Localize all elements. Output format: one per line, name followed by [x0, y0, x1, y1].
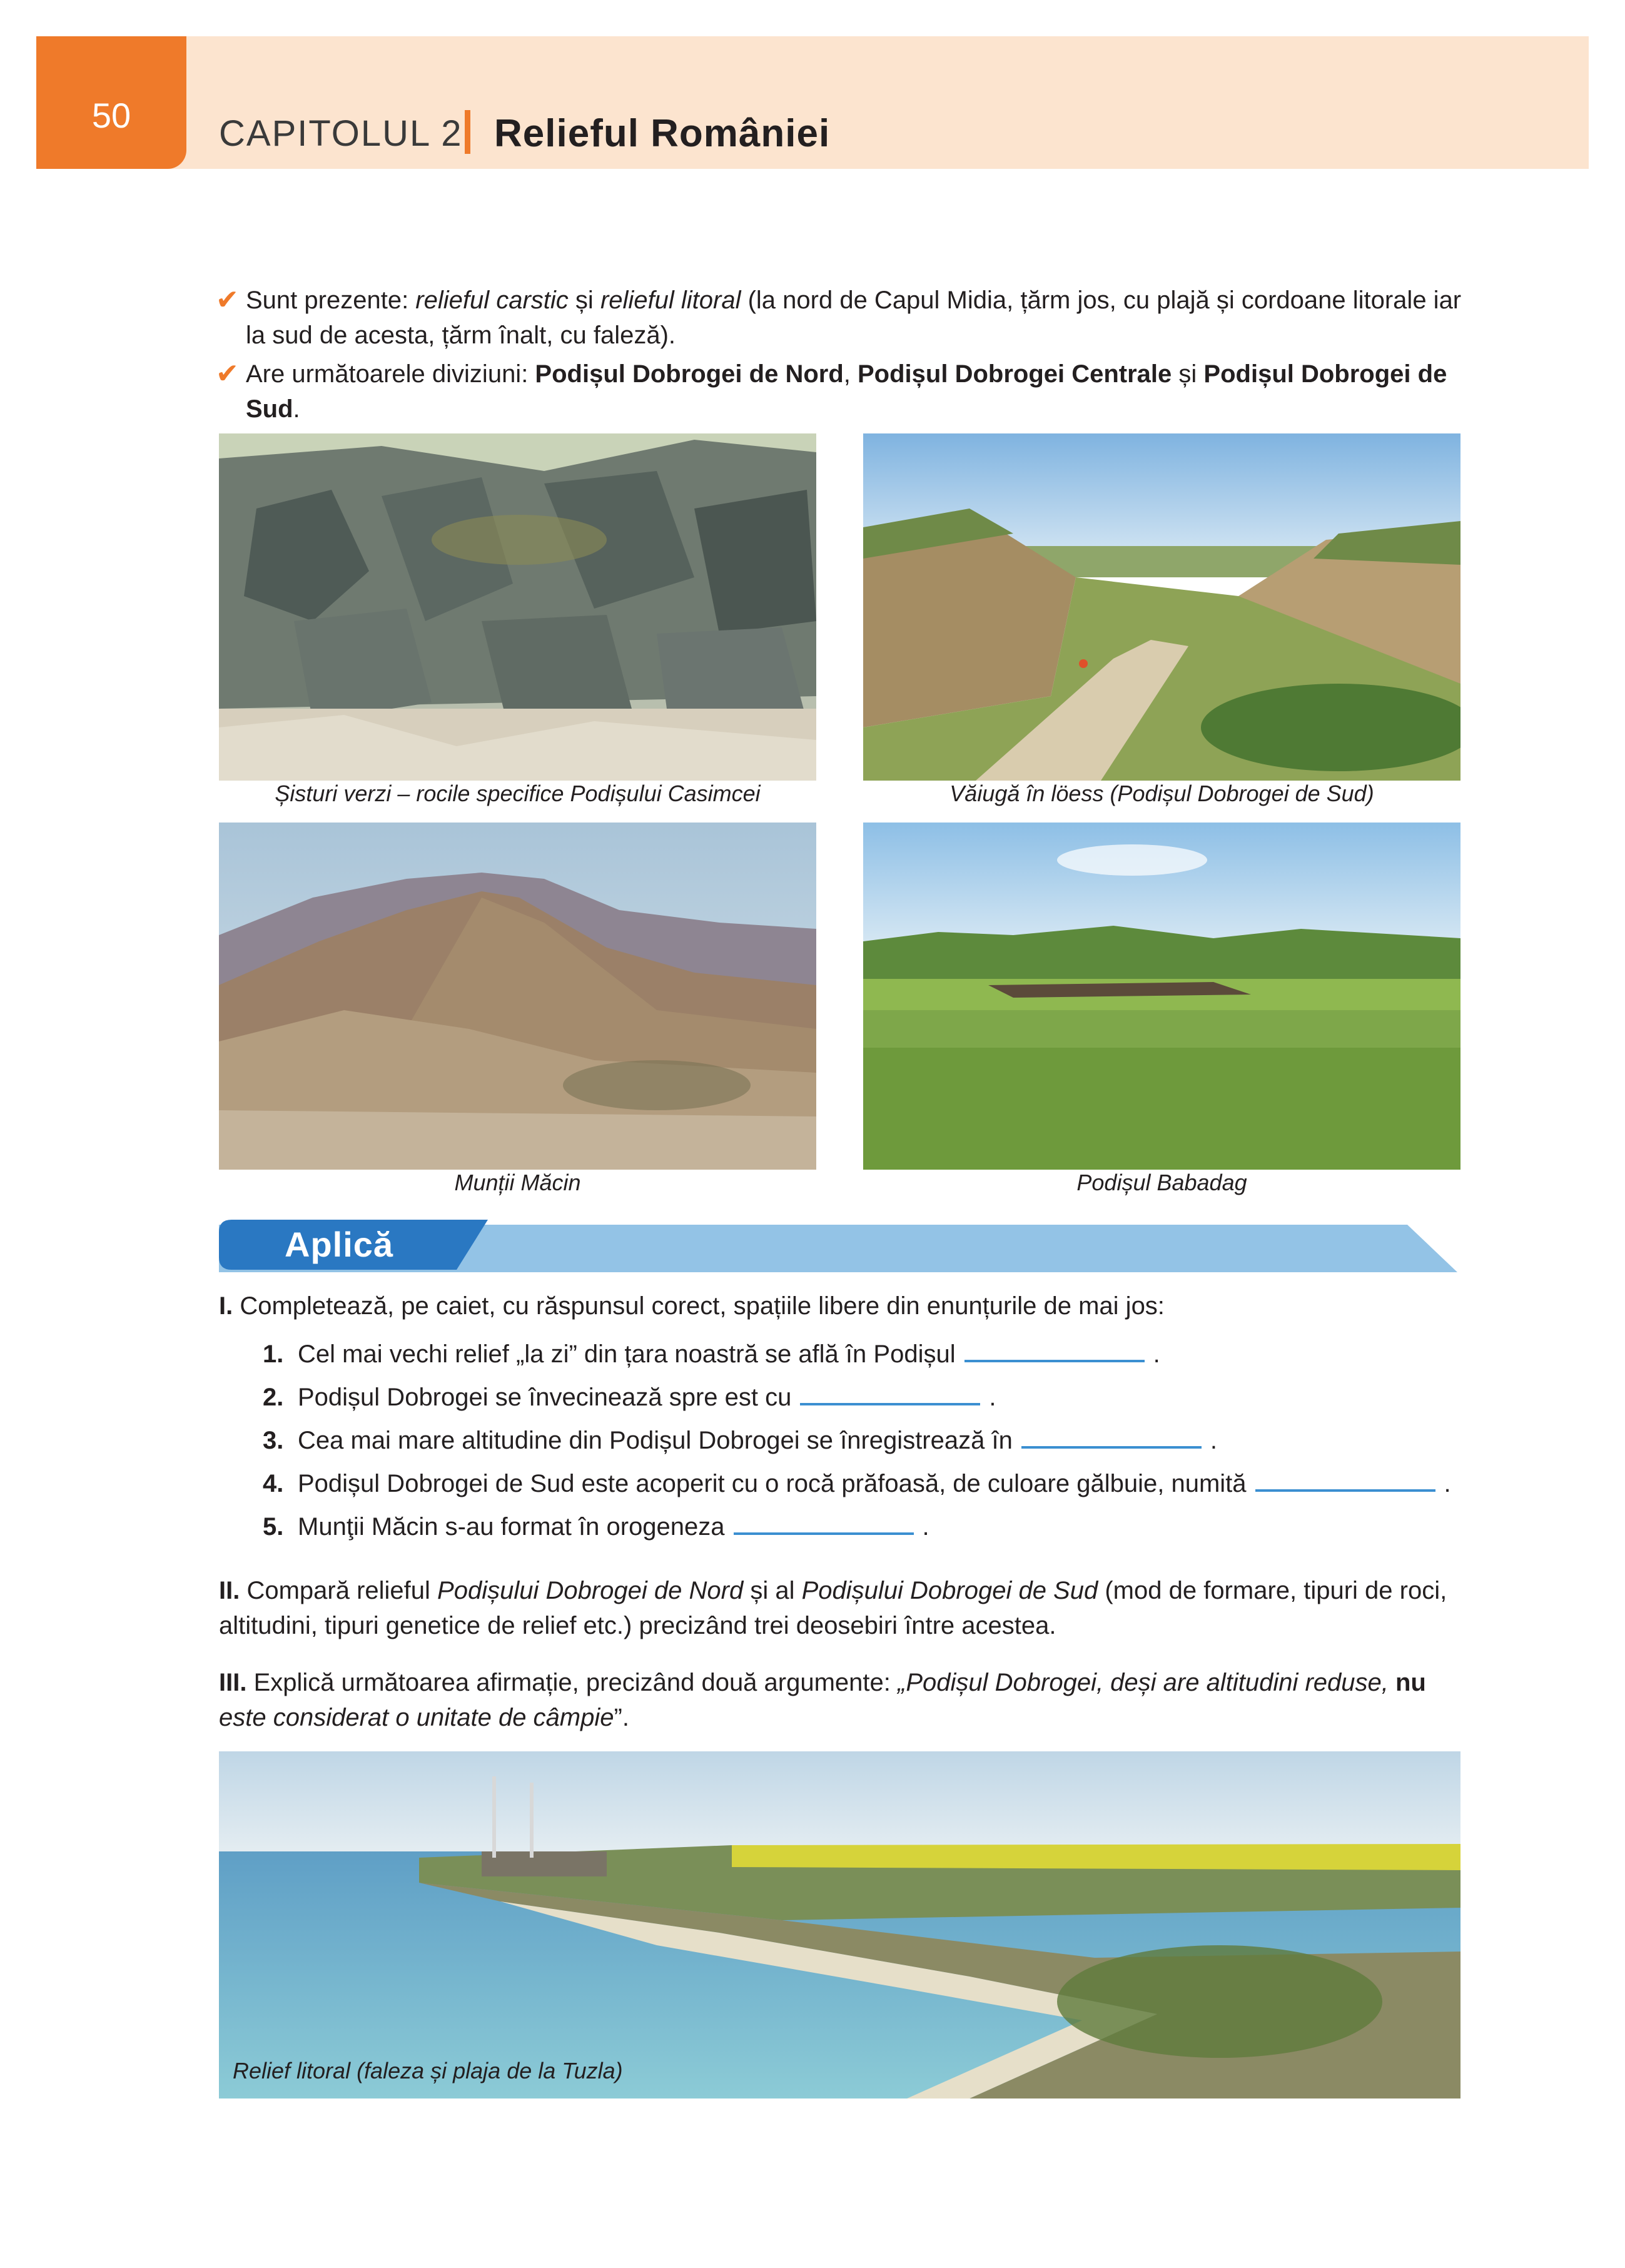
item-end: .: [1210, 1427, 1217, 1454]
item-number: 3.: [263, 1427, 284, 1454]
text-segment: II.: [219, 1577, 240, 1604]
item-number: 5.: [263, 1513, 284, 1541]
exercise-item-2: [263, 1378, 996, 1415]
bullet-text: [246, 357, 1479, 427]
text-segment: ,: [843, 360, 858, 388]
checkmark-icon: ✔: [216, 358, 239, 389]
exercise-item-4: [263, 1464, 1451, 1501]
photo-caption: Relief litoral (faleza și plaja de la Tuzla): [233, 2058, 623, 2083]
page-number-tab: [36, 36, 186, 169]
exercise-number: I.: [219, 1292, 233, 1320]
exercise-text: Completează, pe caiet, cu răspunsul corect, spațiile libere din enunțurile de mai jos:: [233, 1292, 1165, 1320]
text-segment: Compară relieful: [240, 1577, 438, 1604]
text-segment: Podișul Dobrogei Centrale: [858, 360, 1172, 388]
aplica-title: Aplică: [285, 1225, 394, 1264]
photo-macin-mountains: [219, 823, 816, 1170]
item-text: Podișul Dobrogei de Sud este acoperit cu o rocă prăfoasă, de culoare gălbuie, numită: [298, 1470, 1247, 1497]
exercise-item-3: [263, 1421, 1217, 1458]
item-end: .: [989, 1384, 996, 1411]
text-segment: .: [293, 395, 300, 423]
photo-green-schists: [219, 433, 816, 781]
bullet-relief-types: [216, 283, 1479, 353]
item-number: 2.: [263, 1384, 284, 1411]
text-segment: relieful carstic: [415, 286, 569, 314]
text-segment: (mod de formare, tipuri de roci, altitudini, tipuri genetice de relief etc.) precizând trei deosebiri între acestea.: [219, 1577, 1447, 1639]
photo-caption: Podișul Babadag: [1076, 1170, 1247, 1195]
photo-tuzla-coast: [219, 1751, 1460, 2098]
text-segment: Explică următoarea afirmație, precizând două argumente:: [246, 1669, 898, 1696]
text-segment: (la nord de Capul Midia, țărm jos, cu plajă și cordoane litorale iar la sud de acesta, țărm înalt, cu faleză).: [246, 286, 1462, 349]
exercise-III: [219, 1665, 1470, 1735]
text-segment: Podișului Dobrogei de Nord: [437, 1577, 744, 1604]
bullet-text: [246, 283, 1479, 353]
answer-blank[interactable]: [734, 1507, 914, 1535]
chapter-title: Relieful României: [494, 112, 831, 155]
checkmark-icon: ✔: [216, 285, 239, 315]
text-segment: Podișul Dobrogei de Sud: [246, 360, 1447, 423]
answer-blank[interactable]: [964, 1335, 1145, 1362]
answer-blank[interactable]: [800, 1378, 980, 1405]
exercise-II: [219, 1573, 1470, 1643]
item-text: Podișul Dobrogei se învecinează spre est cu: [298, 1384, 792, 1411]
text-segment: relieful litoral: [600, 286, 741, 314]
photo-caption: Văiugă în löess (Podișul Dobrogei de Sud): [949, 781, 1374, 806]
item-text: Cea mai mare altitudine din Podișul Dobrogei se înregistrează în: [298, 1427, 1013, 1454]
photo-loess-valley: [863, 433, 1460, 781]
exercise-I-instruction: [219, 1288, 1470, 1324]
text-segment: nu: [1395, 1669, 1426, 1696]
text-segment: Sunt prezente:: [246, 286, 416, 314]
item-text: Cel mai vechi relief „la zi” din țara noastră se află în Podișul: [298, 1340, 956, 1368]
item-number: 1.: [263, 1340, 284, 1368]
bullet-divisions: [216, 357, 1479, 427]
text-segment: ”.: [614, 1704, 629, 1731]
answer-blank[interactable]: [1255, 1464, 1435, 1492]
text-segment: III.: [219, 1669, 247, 1696]
photo-caption: Munții Măcin: [454, 1170, 581, 1195]
aplica-banner: [219, 1220, 1457, 1272]
item-end: .: [922, 1513, 929, 1541]
text-segment: și al: [743, 1577, 802, 1604]
photo-babadag-plateau: [863, 823, 1460, 1170]
item-number: 4.: [263, 1470, 284, 1497]
item-text: Munţii Măcin s-au format în orogeneza: [298, 1513, 725, 1541]
chapter-separator: [465, 110, 470, 154]
text-segment: Are următoarele diviziuni:: [246, 360, 535, 388]
page-number: 50: [91, 95, 131, 135]
item-end: .: [1153, 1340, 1160, 1368]
exercise-item-1: [263, 1335, 1160, 1372]
chapter-label: CAPITOLUL 2: [219, 113, 463, 154]
photo-caption: Șisturi verzi – rocile specifice Podișului Casimcei: [275, 781, 761, 806]
item-end: .: [1444, 1470, 1451, 1497]
text-segment: Podișul Dobrogei de Nord: [535, 360, 844, 388]
exercise-item-5: [263, 1507, 929, 1544]
text-segment: Podișului Dobrogei de Sud: [801, 1577, 1098, 1604]
answer-blank[interactable]: [1021, 1421, 1202, 1449]
text-segment: și: [568, 286, 600, 314]
text-segment: „Podișul Dobrogei, deși are altitudini reduse,: [898, 1669, 1395, 1696]
text-segment: este considerat o unitate de câmpie: [219, 1704, 614, 1731]
text-segment: și: [1172, 360, 1204, 388]
